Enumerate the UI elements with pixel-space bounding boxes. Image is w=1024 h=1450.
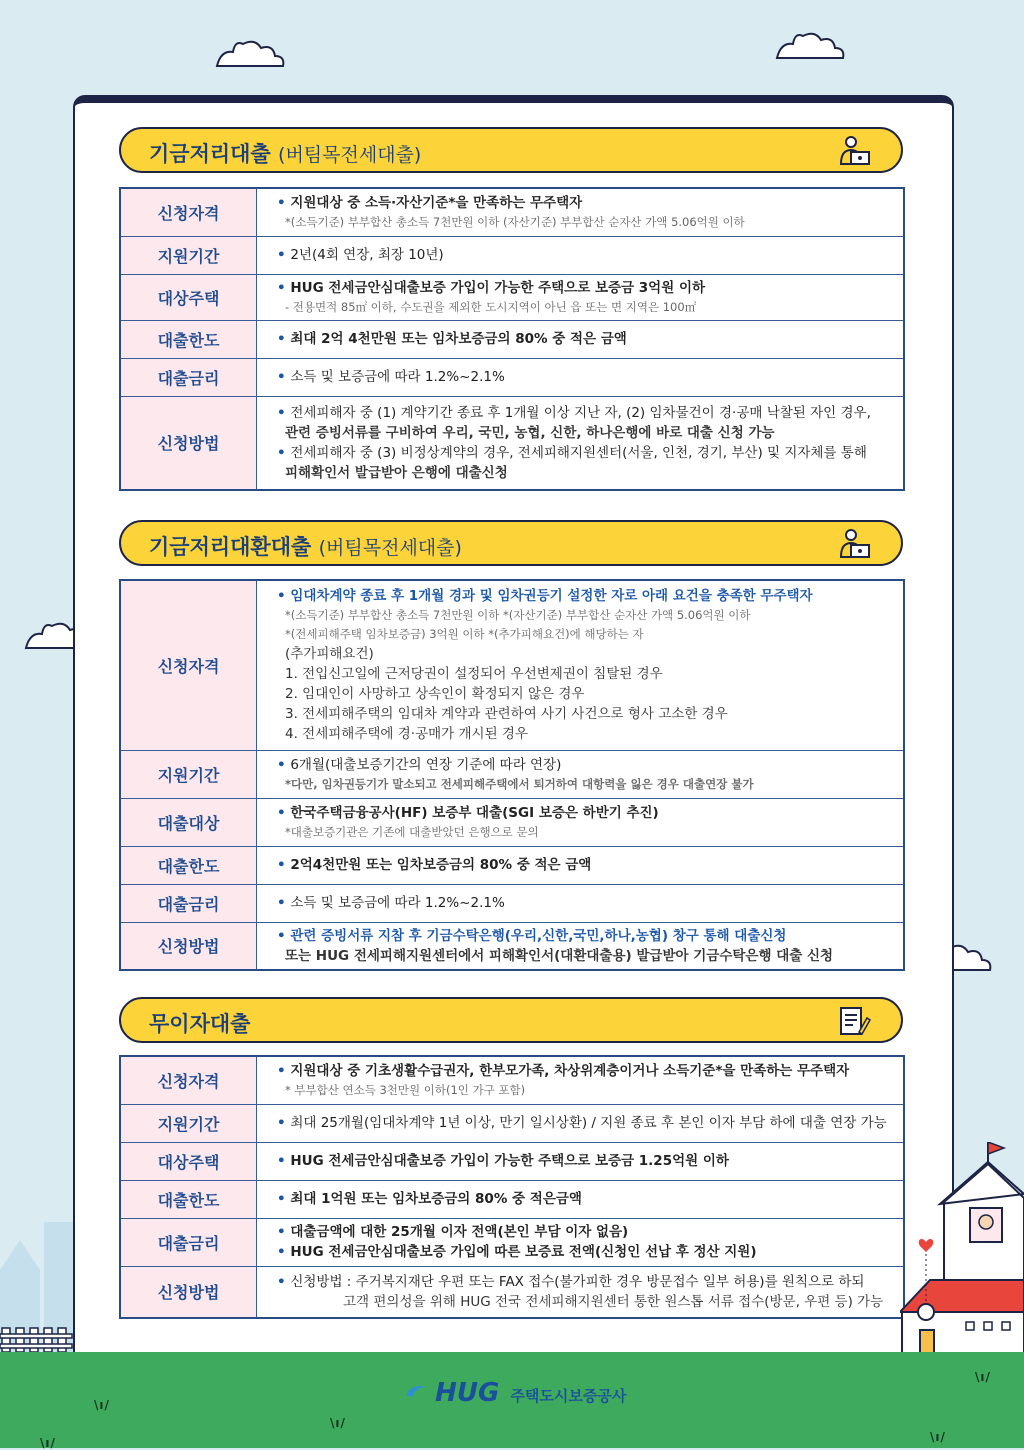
- bullet-line: • 신청방법 : 주거복지재단 우편 또는 FAX 접수(불가피한 경우 방문접수 일부 허용)를 원칙으로 하되: [277, 1272, 893, 1292]
- section-title-refinance-loan: [119, 520, 903, 566]
- row-value: [257, 1266, 905, 1318]
- bullet-line: • 관련 증빙서류 지참 후 기금수탁은행(우리,신한,국민,하나,농협) 창구 통해 대출신청: [277, 926, 893, 946]
- row-label: 지원기간: [120, 236, 257, 274]
- row-value: [257, 750, 905, 798]
- house-illustration: [900, 1142, 1024, 1354]
- row-label: 지원기간: [120, 750, 257, 798]
- fence: [0, 1326, 74, 1354]
- plain-line: 2. 임대인이 사망하고 상속인이 확정되지 않은 경우: [285, 686, 585, 703]
- section-title-low-interest-loan: [119, 127, 903, 173]
- row-label: 신청자격: [120, 1056, 257, 1104]
- row-label: 지원기간: [120, 1104, 257, 1142]
- row-label: 대상주택: [120, 1142, 257, 1180]
- note-line: * 부부합산 연소득 3천만원 이하(1인 가구 포함): [285, 1082, 526, 1097]
- note-line: *다만, 임차권등기가 말소되고 전세피해주택에서 퇴거하여 대항력을 잃은 경우 대출연장 불가: [285, 776, 754, 791]
- info-table-low-interest-loan: [119, 187, 905, 491]
- row-label: 신청방법: [120, 1266, 257, 1318]
- person-laptop-icon: [837, 136, 871, 166]
- note-line: *대출보증기관은 기존에 대출받았던 은행으로 문의: [285, 824, 539, 839]
- row-value: [257, 320, 905, 358]
- row-value: [257, 884, 905, 922]
- row-value: [257, 922, 905, 970]
- bullet-line: • 전세피해자 중 (1) 계약기간 종료 후 1개월 이상 지난 자, (2) 임차물건이 경·공매 낙찰된 자인 경우,: [277, 403, 893, 423]
- bullet-line: • 지원대상 중 기초생활수급권자, 한부모가족, 차상위계층이거나 소득기준*을 만족하는 무주택자: [277, 1061, 893, 1081]
- row-value: [257, 188, 905, 236]
- grass-tuft: \ı/: [975, 1370, 991, 1384]
- hug-swoosh-icon: [404, 1383, 430, 1403]
- bullet-line: • HUG 전세금안심대출보증 가입이 가능한 주택으로 보증금 1.25억원 이하: [277, 1151, 893, 1171]
- bullet-line: • 소득 및 보증금에 따라 1.2%~2.1%: [277, 893, 893, 913]
- plain-line: 3. 전세피해주택의 임대차 계약과 관련하여 사기 사건으로 형사 고소한 경우: [285, 706, 728, 723]
- row-value: [257, 580, 905, 750]
- row-label: 대출대상: [120, 798, 257, 846]
- plain-line: 관련 증빙서류를 구비하여 우리, 국민, 농협, 신한, 하나은행에 바로 대출 신청 가능: [285, 424, 775, 441]
- bullet-line: • 임대차계약 종료 후 1개월 경과 및 임차권등기 설정한 자로 아래 요건을 충족한 무주택자: [277, 586, 893, 606]
- bullet-line: • 한국주택금융공사(HF) 보증부 대출(SGI 보증은 하반기 추진): [277, 803, 893, 823]
- info-table-refinance-loan: [119, 579, 905, 971]
- bullet-line: • HUG 전세금안심대출보증 가입이 가능한 주택으로 보증금 3억원 이하: [277, 278, 893, 298]
- info-table-interest-free-loan: [119, 1055, 905, 1319]
- row-label: 대상주택: [120, 274, 257, 320]
- section-title-text: 무이자대출: [149, 1012, 251, 1036]
- hug-logo: [404, 1378, 626, 1408]
- section-title-interest-free-loan: [119, 997, 903, 1043]
- row-label: 신청방법: [120, 396, 257, 490]
- bullet-line: • 최대 25개월(임대차계약 1년 이상, 만기 일시상환) / 지원 종료 후 본인 이자 부담 하에 대출 연장 가능: [277, 1113, 893, 1133]
- indent-line: 고객 편의성을 위해 HUG 전국 전세피해지원센터 통한 원스톱 서류 접수(방문, 우편 등) 가능: [343, 1293, 884, 1310]
- bullet-line: • 대출금액에 대한 25개월 이자 전액(본인 부담 이자 없음): [277, 1222, 893, 1242]
- plain-line: 1. 전입신고일에 근저당권이 설정되어 우선변제권이 침탈된 경우: [285, 666, 663, 683]
- row-label: 대출금리: [120, 1218, 257, 1266]
- bullet-line: • 전세피해자 중 (3) 비정상계약의 경우, 전세피해지원센터(서울, 인천, 경기, 부산) 및 지자체를 통해: [277, 443, 893, 463]
- section-title-text: 기금저리대출: [149, 142, 271, 166]
- row-label: 대출한도: [120, 846, 257, 884]
- plain-line: 또는 HUG 전세피해지원센터에서 피해확인서(대환대출용) 발급받아 기금수탁은행 대출 신청: [285, 947, 834, 964]
- bullet-line: • 2년(4회 연장, 최장 10년): [277, 245, 893, 265]
- row-label: 신청방법: [120, 922, 257, 970]
- row-value: [257, 274, 905, 320]
- note-line: - 전용면적 85㎡ 이하, 수도권을 제외한 도시지역이 아닌 읍 또는 면 지역은 100㎡: [285, 299, 697, 314]
- note-line: *(전세피해주택 임차보증금) 3억원 이하 *(추가피해요건)에 해당하는 자: [285, 627, 644, 642]
- grass-tuft: \ı/: [40, 1436, 56, 1450]
- row-value: [257, 846, 905, 884]
- bullet-line: • 2억4천만원 또는 임차보증금의 80% 중 적은 금액: [277, 855, 893, 875]
- note-line: *(소득기준) 부부합산 총소득 7천만원 이하 (자산기준) 부부합산 순자산 가액 5.06억원 이하: [285, 214, 745, 229]
- row-label: 대출금리: [120, 358, 257, 396]
- bullet-line: • 최대 2억 4천만원 또는 임차보증금의 80% 중 적은 금액: [277, 329, 893, 349]
- row-value: [257, 1218, 905, 1266]
- row-label: 대출한도: [120, 1180, 257, 1218]
- document-pen-icon: [837, 1006, 871, 1036]
- bullet-line: • 6개월(대출보증기간의 연장 기준에 따라 연장): [277, 755, 893, 775]
- plain-line: 4. 전세피해주택에 경·공매가 개시된 경우: [285, 726, 528, 743]
- row-label: 신청자격: [120, 580, 257, 750]
- row-value: [257, 1180, 905, 1218]
- hug-logo-text: HUG: [435, 1378, 500, 1408]
- row-value: [257, 1056, 905, 1104]
- row-label: 대출한도: [120, 320, 257, 358]
- section-subtitle: (버팀목전세대출): [318, 537, 462, 559]
- section-title-text: 기금저리대환대출: [149, 535, 312, 559]
- row-value: [257, 236, 905, 274]
- bullet-line: • 최대 1억원 또는 임차보증금의 80% 중 적은금액: [277, 1189, 893, 1209]
- plain-line: (추가피해요건): [285, 646, 374, 663]
- plain-line: 피해확인서 발급받아 은행에 대출신청: [285, 464, 508, 481]
- bullet-line: • HUG 전세금안심대출보증 가입에 따른 보증료 전액(신청인 선납 후 정산 지원): [277, 1242, 893, 1262]
- grass-tuft: \ı/: [330, 1416, 346, 1430]
- section-subtitle: (버팀목전세대출): [278, 144, 422, 166]
- row-value: [257, 1142, 905, 1180]
- grass-tuft: \ı/: [94, 1398, 110, 1412]
- row-value: [257, 396, 905, 490]
- row-value: [257, 798, 905, 846]
- cloud-icon: [213, 38, 287, 68]
- org-name: 주택도시보증공사: [510, 1387, 627, 1405]
- row-label: 신청자격: [120, 188, 257, 236]
- row-value: [257, 358, 905, 396]
- grass-tuft: \ı/: [930, 1430, 946, 1444]
- cloud-icon: [773, 30, 847, 60]
- person-laptop-icon: [837, 529, 871, 559]
- bullet-line: • 소득 및 보증금에 따라 1.2%~2.1%: [277, 367, 893, 387]
- row-value: [257, 1104, 905, 1142]
- bullet-line: • 지원대상 중 소득·자산기준*을 만족하는 무주택자: [277, 193, 893, 213]
- note-line: *(소득기준) 부부합산 총소득 7천만원 이하 *(자산기준) 부부합산 순자산 가액 5.06억원 이하: [285, 608, 751, 623]
- row-label: 대출금리: [120, 884, 257, 922]
